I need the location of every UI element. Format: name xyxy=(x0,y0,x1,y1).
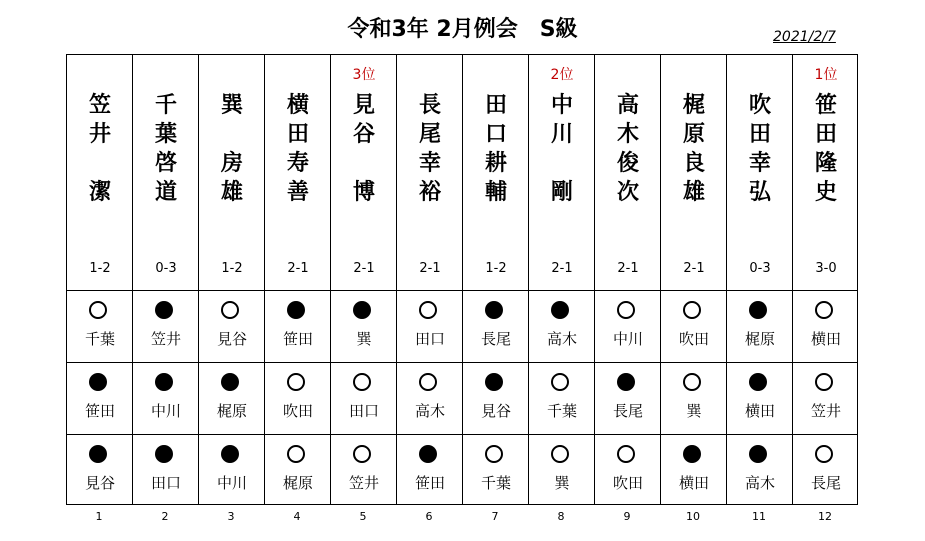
game-cell xyxy=(67,435,133,507)
opponent-name: 笹田 xyxy=(414,474,445,492)
player-name-char: 木 xyxy=(616,122,639,147)
win-circle-icon xyxy=(419,373,437,391)
player-name-char: 史 xyxy=(814,180,837,205)
game-cell xyxy=(331,435,397,507)
player-column xyxy=(529,55,595,504)
opponent-name: 吹田 xyxy=(282,402,313,420)
game-cell xyxy=(397,363,463,435)
loss-circle-icon xyxy=(683,445,701,463)
player-column xyxy=(727,55,793,504)
loss-circle-icon xyxy=(287,301,305,319)
game-cell xyxy=(331,291,397,363)
opponent-name: 中川 xyxy=(612,330,643,348)
column-number: 1 xyxy=(95,510,103,523)
player-name-char: 田 xyxy=(814,122,837,147)
player-name-char: 房 xyxy=(220,151,243,176)
game-cell xyxy=(463,435,529,507)
player-name-char: 俊 xyxy=(616,151,639,176)
player-name-char: 雄 xyxy=(220,180,243,205)
opponent-name: 吹田 xyxy=(612,474,643,492)
game-cell xyxy=(595,363,661,435)
win-circle-icon xyxy=(353,445,371,463)
player-name-char: 笠 xyxy=(88,93,111,118)
win-loss-record: 2-1 xyxy=(353,261,375,276)
loss-circle-icon xyxy=(155,445,173,463)
win-circle-icon xyxy=(815,301,833,319)
player-name-char: 善 xyxy=(286,180,309,205)
opponent-name: 高木 xyxy=(546,330,577,348)
win-circle-icon xyxy=(683,373,701,391)
loss-circle-icon xyxy=(749,445,767,463)
opponent-name: 長尾 xyxy=(810,474,841,492)
player-name-char: 高 xyxy=(616,93,639,118)
win-circle-icon xyxy=(485,445,503,463)
win-loss-record: 2-1 xyxy=(287,261,309,276)
opponent-name: 巽 xyxy=(554,474,570,492)
player-name-char: 寿 xyxy=(286,151,309,176)
game-cell xyxy=(595,435,661,507)
opponent-name: 笹田 xyxy=(282,330,313,348)
player-column xyxy=(331,55,397,504)
player-name-char: 博 xyxy=(352,180,375,205)
opponent-name: 笠井 xyxy=(810,402,841,420)
game-cell xyxy=(529,435,595,507)
win-circle-icon xyxy=(617,301,635,319)
column-number: 6 xyxy=(425,510,433,523)
results-table xyxy=(66,54,858,505)
win-circle-icon xyxy=(89,301,107,319)
game-cell xyxy=(727,435,793,507)
player-name-char: 田 xyxy=(484,93,507,118)
column-number: 3 xyxy=(227,510,235,523)
player-name-char: 千 xyxy=(154,93,177,118)
player-name-char: 原 xyxy=(682,122,705,147)
loss-circle-icon xyxy=(155,373,173,391)
game-cell xyxy=(793,435,859,507)
opponent-name: 吹田 xyxy=(678,330,709,348)
player-name-char: 梶 xyxy=(682,93,705,118)
player-name-char: 横 xyxy=(286,93,309,118)
rank-label: 1位 xyxy=(814,67,838,83)
game-cell xyxy=(463,363,529,435)
opponent-name: 中川 xyxy=(150,402,181,420)
game-cell xyxy=(199,435,265,507)
player-column xyxy=(595,55,661,504)
player-column xyxy=(199,55,265,504)
column-number: 9 xyxy=(623,510,631,523)
win-loss-record: 2-1 xyxy=(683,261,705,276)
player-name-char: 笹 xyxy=(814,93,837,118)
player-name-char: 中 xyxy=(550,93,573,118)
game-cell xyxy=(265,291,331,363)
game-cell xyxy=(133,435,199,507)
win-circle-icon xyxy=(221,301,239,319)
player-name-char: 口 xyxy=(484,122,507,147)
player-name-char: 耕 xyxy=(484,151,507,176)
loss-circle-icon xyxy=(749,301,767,319)
player-name-char: 幸 xyxy=(748,151,771,176)
game-cell xyxy=(133,363,199,435)
player-name-char: 井 xyxy=(88,122,111,147)
win-loss-record: 1-2 xyxy=(89,261,111,276)
win-loss-record: 1-2 xyxy=(485,261,507,276)
win-loss-record: 0-3 xyxy=(749,261,771,276)
loss-circle-icon xyxy=(221,445,239,463)
opponent-name: 千葉 xyxy=(480,474,511,492)
opponent-name: 梶原 xyxy=(744,330,775,348)
win-circle-icon xyxy=(815,373,833,391)
loss-circle-icon xyxy=(485,301,503,319)
opponent-name: 長尾 xyxy=(480,330,511,348)
loss-circle-icon xyxy=(551,301,569,319)
win-circle-icon xyxy=(815,445,833,463)
game-cell xyxy=(67,291,133,363)
loss-circle-icon xyxy=(221,373,239,391)
win-loss-record: 3-0 xyxy=(815,261,837,276)
player-name-char: 潔 xyxy=(88,180,111,205)
win-circle-icon xyxy=(287,373,305,391)
player-column xyxy=(793,55,859,504)
loss-circle-icon xyxy=(485,373,503,391)
player-column xyxy=(67,55,133,504)
opponent-name: 高木 xyxy=(414,402,445,420)
player-name-char: 道 xyxy=(154,180,177,205)
column-number: 7 xyxy=(491,510,499,523)
player-name-char: 長 xyxy=(418,93,441,118)
game-cell xyxy=(67,363,133,435)
game-cell xyxy=(661,435,727,507)
game-cell xyxy=(529,363,595,435)
win-loss-record: 2-1 xyxy=(617,261,639,276)
game-cell xyxy=(265,363,331,435)
loss-circle-icon xyxy=(749,373,767,391)
win-circle-icon xyxy=(551,373,569,391)
game-cell xyxy=(727,363,793,435)
player-name-char: 見 xyxy=(352,93,375,118)
opponent-name: 長尾 xyxy=(612,402,643,420)
page-title: 令和3年 2月例会 S級 xyxy=(347,17,578,42)
win-loss-record: 1-2 xyxy=(221,261,243,276)
game-cell xyxy=(265,435,331,507)
rank-label: 2位 xyxy=(550,67,574,83)
opponent-name: 梶原 xyxy=(282,474,313,492)
win-loss-record: 0-3 xyxy=(155,261,177,276)
opponent-name: 笠井 xyxy=(150,330,181,348)
game-cell xyxy=(793,363,859,435)
opponent-name: 高木 xyxy=(744,474,775,492)
player-name-char: 田 xyxy=(748,122,771,147)
opponent-name: 千葉 xyxy=(546,402,577,420)
loss-circle-icon xyxy=(419,445,437,463)
win-loss-record: 2-1 xyxy=(419,261,441,276)
opponent-name: 中川 xyxy=(216,474,247,492)
player-name-char: 幸 xyxy=(418,151,441,176)
game-cell xyxy=(727,291,793,363)
loss-circle-icon xyxy=(89,373,107,391)
game-cell xyxy=(595,291,661,363)
win-circle-icon xyxy=(353,373,371,391)
player-name-char: 隆 xyxy=(814,151,837,176)
opponent-name: 横田 xyxy=(744,402,775,420)
opponent-name: 田口 xyxy=(414,330,445,348)
loss-circle-icon xyxy=(155,301,173,319)
opponent-name: 巽 xyxy=(686,402,702,420)
game-cell xyxy=(793,291,859,363)
player-name-char: 弘 xyxy=(748,180,771,205)
rank-label: 3位 xyxy=(352,67,376,83)
opponent-name: 巽 xyxy=(356,330,372,348)
player-name-char: 良 xyxy=(682,151,705,176)
win-circle-icon xyxy=(551,445,569,463)
opponent-name: 梶原 xyxy=(216,402,247,420)
player-name-char: 谷 xyxy=(352,122,375,147)
game-cell xyxy=(397,435,463,507)
game-cell xyxy=(661,291,727,363)
player-name-char: 輔 xyxy=(484,180,507,205)
column-number: 10 xyxy=(686,510,700,523)
opponent-name: 見谷 xyxy=(216,330,247,348)
win-circle-icon xyxy=(683,301,701,319)
column-number: 4 xyxy=(293,510,301,523)
opponent-name: 見谷 xyxy=(480,402,511,420)
game-cell xyxy=(463,291,529,363)
game-cell xyxy=(133,291,199,363)
opponent-name: 横田 xyxy=(678,474,709,492)
win-circle-icon xyxy=(419,301,437,319)
player-name-char: 田 xyxy=(286,122,309,147)
win-loss-record: 2-1 xyxy=(551,261,573,276)
column-number: 11 xyxy=(752,510,766,523)
opponent-name: 笠井 xyxy=(348,474,379,492)
column-number: 8 xyxy=(557,510,565,523)
game-cell xyxy=(661,363,727,435)
loss-circle-icon xyxy=(89,445,107,463)
opponent-name: 見谷 xyxy=(84,474,115,492)
game-cell xyxy=(397,291,463,363)
player-name-char: 裕 xyxy=(418,180,441,205)
game-cell xyxy=(199,291,265,363)
game-cell xyxy=(199,363,265,435)
column-number: 5 xyxy=(359,510,367,523)
player-name-char: 雄 xyxy=(682,180,705,205)
player-name-char: 啓 xyxy=(154,151,177,176)
opponent-name: 横田 xyxy=(810,330,841,348)
opponent-name: 千葉 xyxy=(84,330,115,348)
player-column xyxy=(133,55,199,504)
game-cell xyxy=(331,363,397,435)
win-circle-icon xyxy=(287,445,305,463)
opponent-name: 笹田 xyxy=(84,402,115,420)
player-name-char: 巽 xyxy=(220,93,243,118)
event-date: 2021/2/7 xyxy=(773,29,836,45)
player-column xyxy=(397,55,463,504)
game-cell xyxy=(529,291,595,363)
column-number: 12 xyxy=(818,510,832,523)
player-column xyxy=(661,55,727,504)
player-name-char: 川 xyxy=(550,122,573,147)
player-column xyxy=(265,55,331,504)
player-column xyxy=(463,55,529,504)
opponent-name: 田口 xyxy=(348,402,379,420)
loss-circle-icon xyxy=(617,373,635,391)
player-name-char: 次 xyxy=(616,180,639,205)
win-circle-icon xyxy=(617,445,635,463)
opponent-name: 田口 xyxy=(150,474,181,492)
loss-circle-icon xyxy=(353,301,371,319)
player-name-char: 葉 xyxy=(154,122,177,147)
column-number: 2 xyxy=(161,510,169,523)
player-name-char: 吹 xyxy=(748,93,771,118)
player-name-char: 尾 xyxy=(418,122,441,147)
player-name-char: 剛 xyxy=(550,180,573,205)
